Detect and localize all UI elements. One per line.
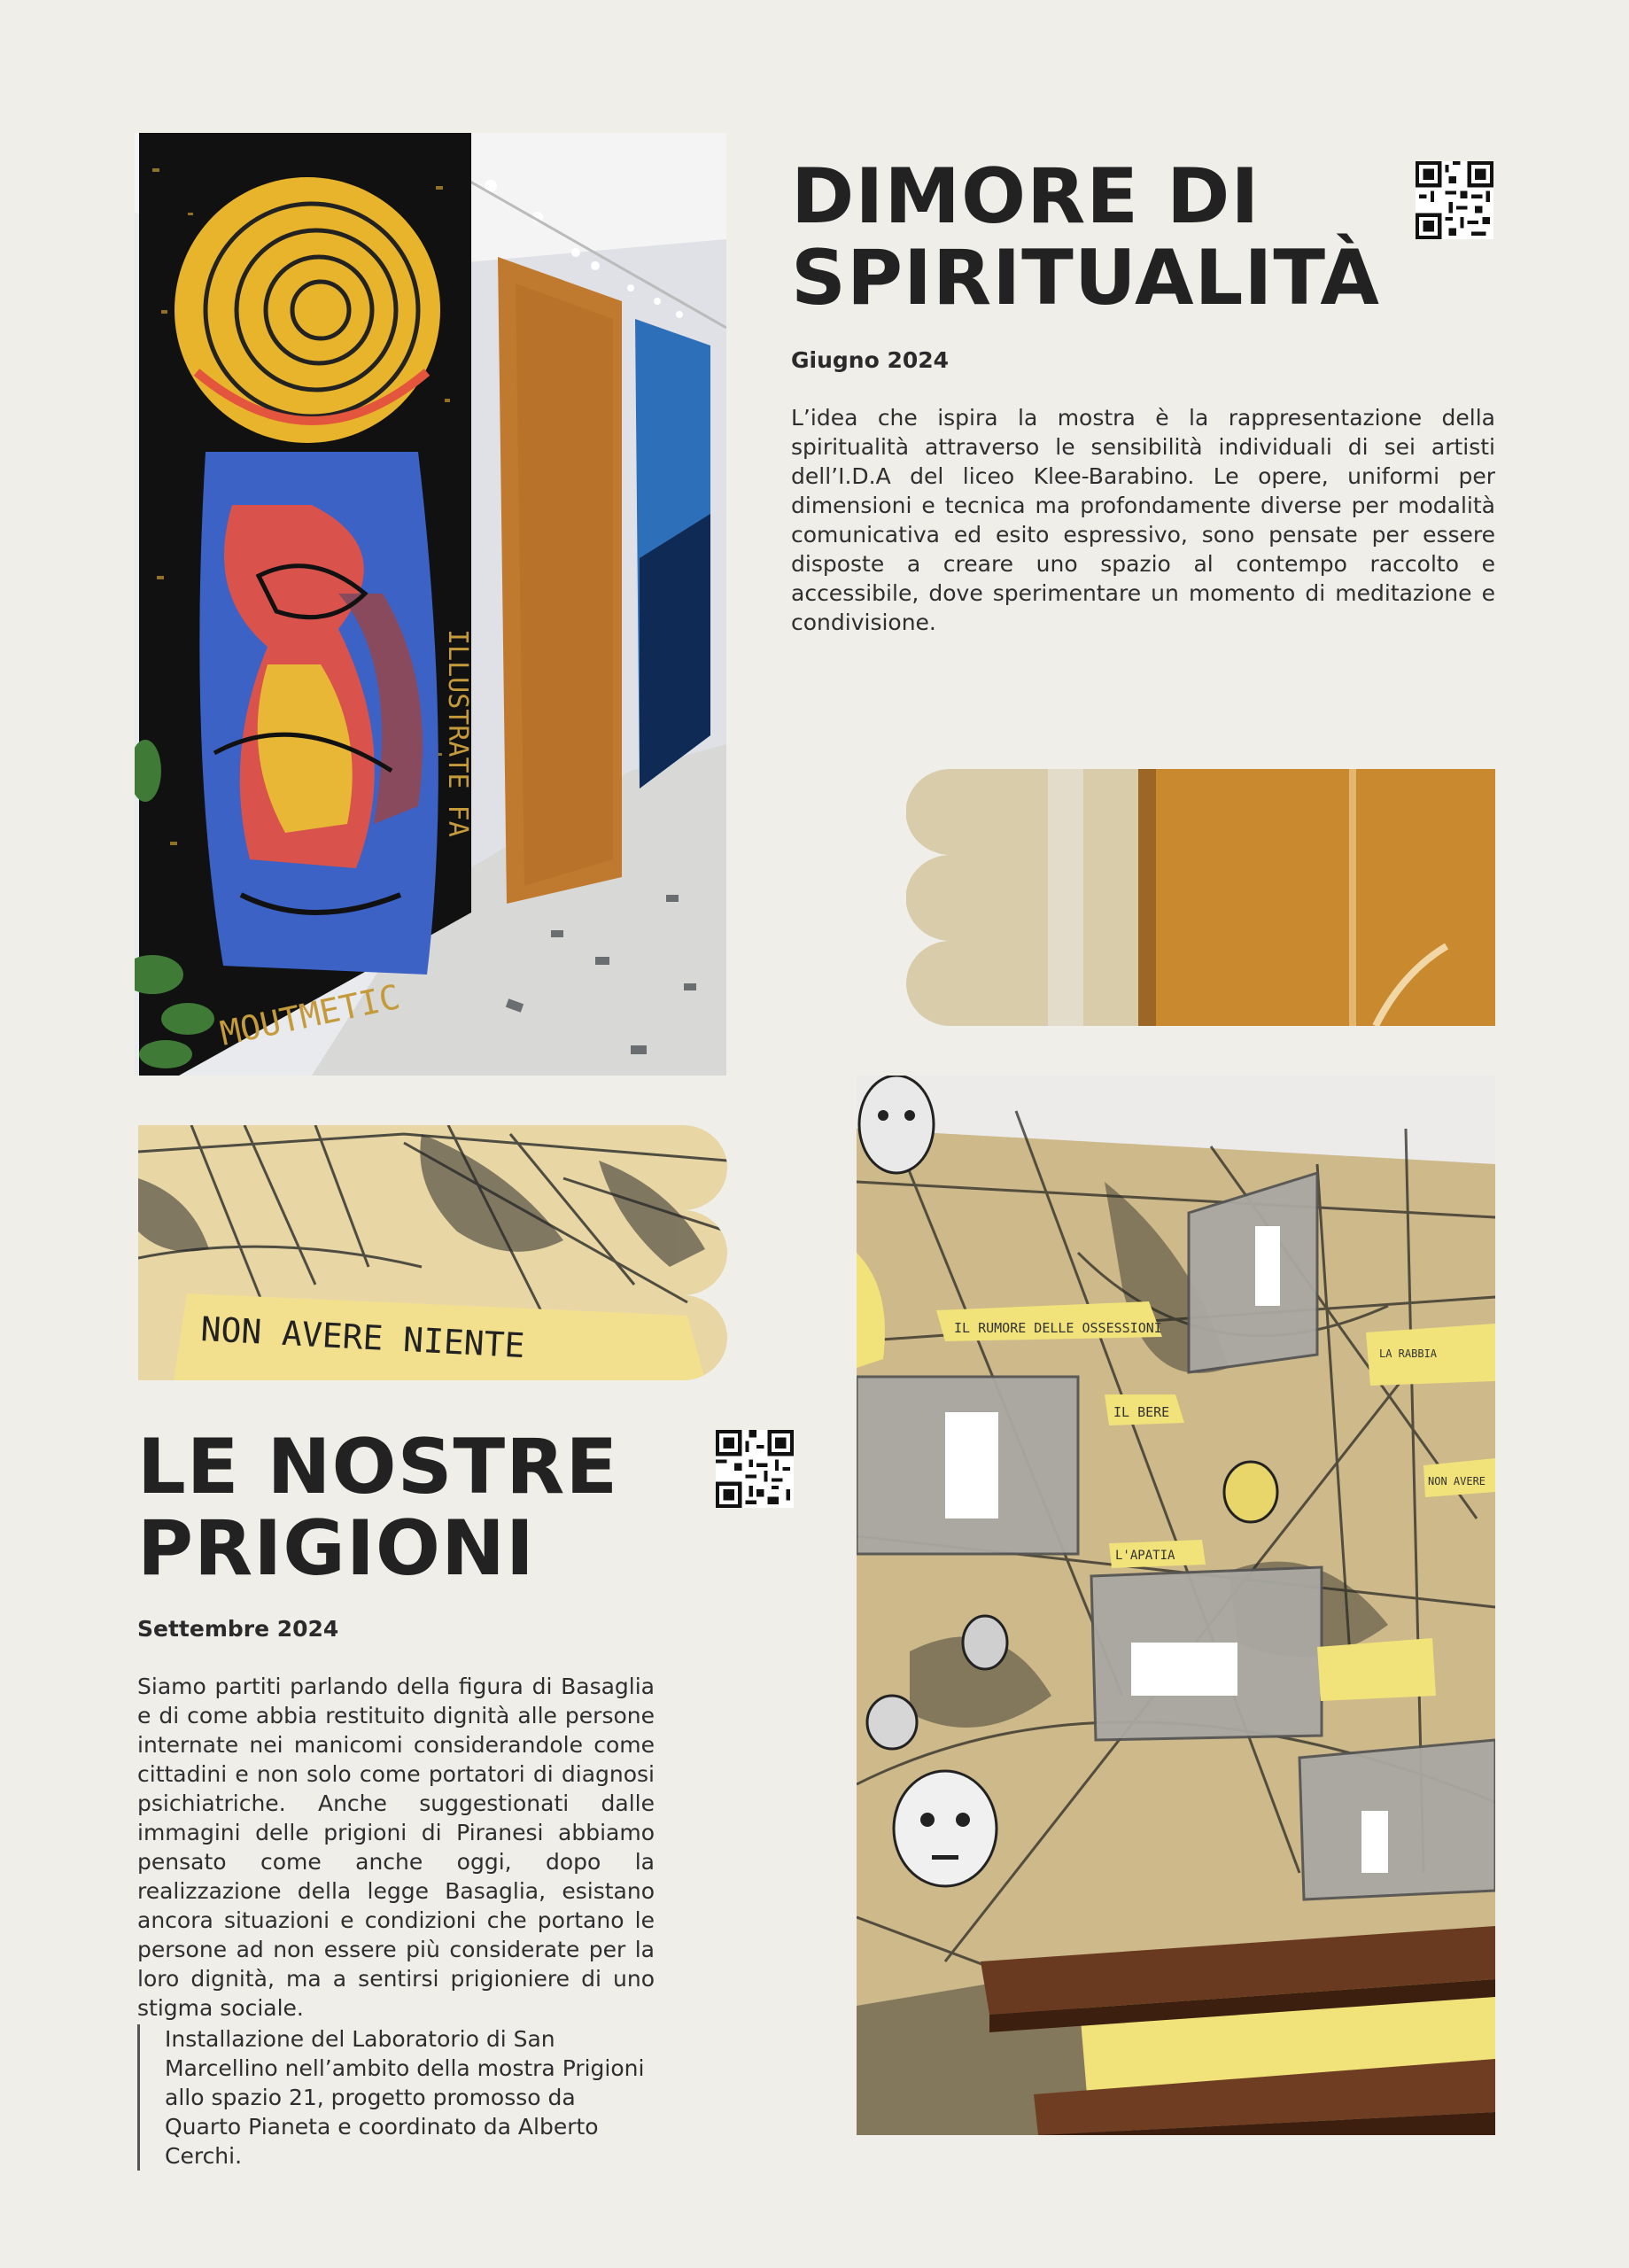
non-avere-niente-banner <box>138 1125 727 1380</box>
collage-label-apatia: L'APATIA <box>1115 1549 1175 1563</box>
section2-body: Siamo partiti parlando della figura di Basaglia e di come abbia restituito dignità alle persone internate nei manicomi considerandole come cittadini e non solo come portatori di diagnosi psichiatriche. Anche suggestionati dalle immagini delle prigioni di Piranesi abbiamo pensato come anche oggi, dopo la realizzazione della legge Basaglia, esistano ancora situazioni e condizioni che portano le persone ad non essere più considerate per la loro dignità, ma a sentirsi prigioniere di uno stigma sociale. <box>137 1674 655 2021</box>
section1-title <box>791 152 1380 322</box>
collage-label-rabbia: LA RABBIA <box>1379 1348 1438 1360</box>
section1-body: L’idea che ispira la mostra è la rappresentazione della spiritualità attraverso le sensibilità individuali di sei artisti dell’I.D.A del liceo Klee-Barabino. Le opere, uniformi per dimensioni e tecnica ma profondamente diverse per modalità comunicativa ed esito espressivo, sono pensate per essere disposte a creare uno spazio al contempo raccolto e accessibile, dove sperimentare un momento di meditazione e condivisione. <box>791 405 1495 635</box>
painting-detail-image <box>906 769 1495 1026</box>
section2-title-line2: PRIGIONI <box>137 1504 535 1593</box>
qr-code-icon[interactable] <box>1416 161 1493 239</box>
painting-text-right: ILLUSTRATE FA <box>442 629 473 837</box>
gallery-photo <box>135 133 726 1076</box>
section1-date: Giugno 2024 <box>791 347 950 373</box>
prison-installation-photo <box>857 1076 1495 2135</box>
qr-code-icon[interactable] <box>716 1430 794 1508</box>
section2-caption: Installazione del Laboratorio di San Marcellino nell’ambito della mostra Prigioni allo spazio 21, progetto promosso da Quarto Pianeta e coordinato da Alberto Cerchi. <box>137 2024 657 2171</box>
section2-title <box>137 1423 704 1593</box>
collage-label-non-avere: NON AVERE <box>1428 1475 1486 1487</box>
painting-text-bottom: MOUTMETIC <box>216 976 404 1053</box>
section2-date: Settembre 2024 <box>137 1616 339 1642</box>
collage-label-bere: IL BERE <box>1113 1404 1170 1420</box>
section1-title-line2: SPIRITUALITÀ <box>791 234 1380 322</box>
collage-label-rumore: IL RUMORE DELLE OSSESSIONI <box>954 1320 1162 1336</box>
section1-title-line1: DIMORE DI <box>791 152 1261 241</box>
banner-label: NON AVERE NIENTE <box>199 1309 526 1366</box>
section2-title-line1: LE NOSTRE <box>137 1423 619 1511</box>
